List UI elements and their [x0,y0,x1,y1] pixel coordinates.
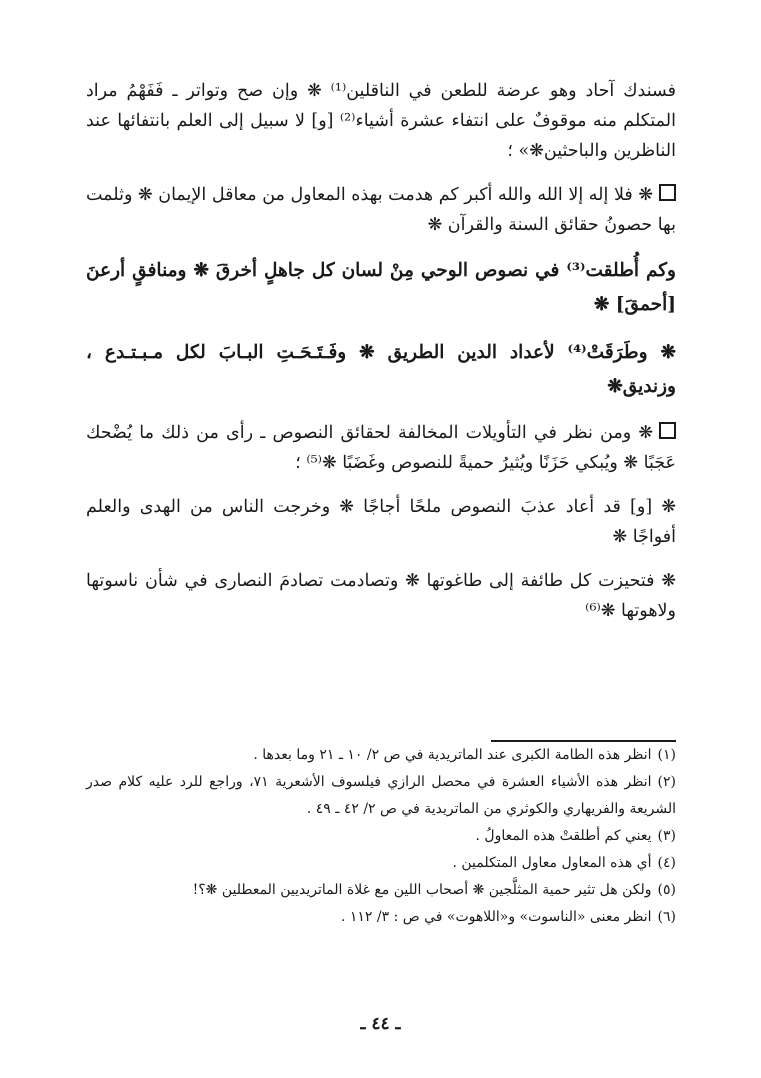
footnote-number: (٦) [657,909,676,925]
footnote-text: انظر هذه الأشياء العشرة في محصل الرازي فيلسوف الأشعرية ٧١، وراجع للرد عليه كلام صدر الشريعة والفريهاري والكوثري من الماتريدية في ص ٢/ ٤٢ ـ ٤٩ . [86,774,676,817]
paragraph-1: فسندك آحاد وهو عرضة للطعن في الناقلين⁽¹⁾ ❋ وإن صح وتواتر ـ فَفَهْمُ مراد المتكلم منه موقوفٌ على انتفاء عشرة أشياء⁽²⁾ [و] لا سبيل إلى العلم بانتفائها عند الناظرين والباحثين❋» ؛ [86,81,676,161]
footnote-number: (٥) [657,882,676,898]
footnote-text: أي هذه المعاول معاول المتكلمين . [452,855,652,871]
square-marker-icon [659,422,676,439]
paragraph-4: ❋ وطَرَقَتْ⁽⁴⁾ لأعداد الدين الطريق ❋ وفَـتَـحَـتِ البـابَ لكل مـبـتـدع ، وزنديق❋ [86,342,676,397]
footnote [86,877,676,904]
square-marker-icon [659,184,676,201]
footnote-number: (٣) [657,828,676,844]
footnote-number: (٤) [657,855,676,871]
main-text [86,76,676,626]
paragraph-7: ❋ فتحيزت كل طائفة إلى طاغوتها ❋ وتصادمت تصادمَ النصارى في شأن ناسوتها ولاهوتها ❋⁽⁶⁾ [86,571,676,621]
footnote-text: يعني كم أطلقتْ هذه المعاولُ . [475,828,652,844]
paragraph-6: ❋ [و] قد أعاد عذبَ النصوص ملحًا أجاجًا ❋ وخرجت الناس من الهدى والعلم أفواجًا ❋ [86,497,676,547]
paragraph-3: وكم أُطلقت⁽³⁾ في نصوص الوحي مِنْ لسان كل جاهلٍ أخرقَ ❋ ومنافقٍ أرعنَ [أحمقَ] ❋ [86,260,676,315]
paragraph-2-text: ❋ فلا إله إلا الله والله أكبر كم هدمت بهذه المعاول من معاقل الإيمان ❋ وثلمت بها حصونُ حقائق السنة والقرآن ❋ [86,185,676,235]
paragraph-5 [86,418,676,478]
footnote-text: انظر هذه الطامة الكبرى عند الماتريدية في ص ٢/ ١٠ ـ ٢١ وما بعدها . [253,747,652,763]
footnote-text: انظر معنى «الناسوت» و«اللاهوت» في ص : ٣/ ١١٢ . [340,909,652,925]
footnote [86,904,676,931]
footnote [86,823,676,850]
footnotes-section [86,740,676,931]
page-number: ـ ٤٤ ـ [360,1014,401,1034]
footnote [86,742,676,769]
paragraph-5-text: ❋ ومن نظر في التأويلات المخالفة لحقائق النصوص ـ رأى من ذلك ما يُضْحك عَجَبًا ❋ ويُبكي حَزَنًا ويُثيرُ حميةً للنصوص وغَضَبًا ❋⁽⁵⁾ ؛ [86,423,676,473]
footnote [86,769,676,823]
paragraph-2 [86,180,676,240]
footnote [86,850,676,877]
footnote-text: ولكن هل تثير حمية المثلَّجين ❋ أصحاب اللين مع غلاة الماتريديين المعطلين ❋؟! [192,882,652,898]
footnote-number: (٢) [657,774,676,790]
footnote-number: (١) [657,747,676,763]
